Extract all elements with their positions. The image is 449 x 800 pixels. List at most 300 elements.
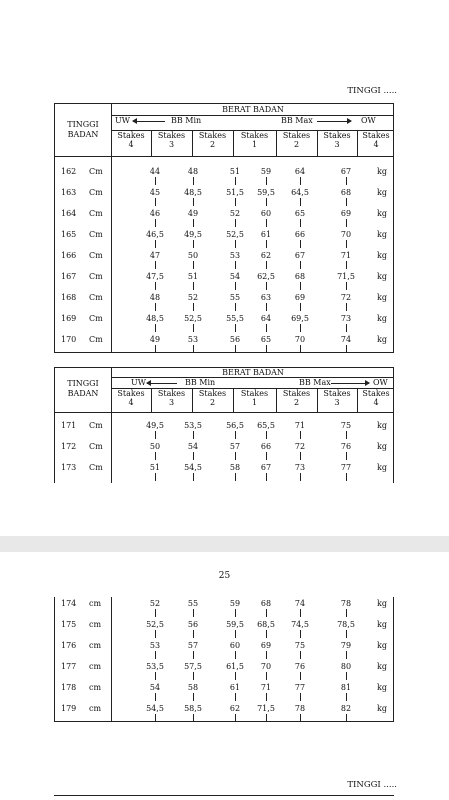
tick-mark	[300, 672, 301, 680]
tick-mark	[266, 431, 267, 439]
weight-value: 48	[149, 293, 161, 302]
weight-value: 60	[260, 209, 272, 218]
height-unit: Cm	[89, 293, 103, 302]
ow-label: OW	[373, 378, 388, 387]
weight-value: 46,5	[146, 230, 164, 239]
weight-value: 72	[340, 293, 352, 302]
tick-mark	[300, 324, 301, 332]
weight-value: 77	[294, 683, 306, 692]
weight-value: 57	[229, 442, 241, 451]
tick-mark	[235, 177, 236, 185]
stakes-level: 1	[251, 140, 258, 149]
tick-mark	[346, 219, 347, 227]
weight-unit: kg	[377, 272, 387, 281]
stakes-level: 4	[128, 398, 134, 407]
stakes-header: Stakes	[157, 389, 186, 398]
tick-mark	[155, 609, 156, 617]
stakes-header: Stakes	[282, 389, 311, 398]
tick-mark	[300, 714, 301, 722]
uw-label: UW	[131, 378, 146, 387]
tick-mark	[300, 345, 301, 353]
table-header	[55, 104, 393, 157]
tick-mark	[155, 345, 156, 353]
weight-value: 44	[149, 167, 161, 176]
page-header-tinggi: TINGGI .....	[347, 86, 397, 96]
stakes-header: Stakes	[117, 389, 145, 398]
height-unit: Cm	[89, 188, 103, 197]
tick-mark	[235, 303, 236, 311]
weight-value: 46	[149, 209, 161, 218]
tick-mark	[155, 198, 156, 206]
tick-mark	[266, 693, 267, 701]
height-unit: Cm	[89, 167, 103, 176]
weight-value: 52	[149, 599, 161, 608]
weight-value: 48	[187, 167, 199, 176]
weight-value: 69	[294, 293, 306, 302]
page-number: 25	[218, 571, 231, 581]
weight-value: 61	[260, 230, 272, 239]
height-unit: Cm	[89, 442, 103, 451]
tick-mark	[193, 219, 194, 227]
height-unit: cm	[89, 683, 102, 692]
weight-value: 54	[229, 272, 241, 281]
table-row	[55, 167, 393, 179]
weight-value: 78	[340, 599, 352, 608]
weight-value: 54,5	[146, 704, 164, 713]
tick-mark	[300, 240, 301, 248]
tick-mark	[193, 693, 194, 701]
weight-value: 52,5	[146, 620, 164, 629]
tick-mark	[193, 345, 194, 353]
weight-value: 65	[260, 335, 272, 344]
height-value: 172	[61, 442, 77, 451]
tick-mark	[193, 303, 194, 311]
tick-mark	[235, 240, 236, 248]
stakes-header: Stakes	[198, 131, 227, 140]
weight-unit: kg	[377, 167, 387, 176]
stakes-level: 1	[251, 398, 258, 407]
weight-value: 54	[187, 442, 199, 451]
weight-value: 58	[187, 683, 199, 692]
tick-mark	[266, 303, 267, 311]
table-row	[55, 293, 393, 305]
weight-value: 51	[229, 167, 241, 176]
weight-value: 70	[294, 335, 306, 344]
weight-value: 67	[260, 463, 272, 472]
weight-value: 68	[294, 272, 306, 281]
tick-mark	[155, 714, 156, 722]
arrow-right-icon	[317, 116, 351, 126]
weight-value: 74	[294, 599, 306, 608]
height-unit: cm	[89, 704, 102, 713]
col-head-tinggi-badan: TINGGI BADAN	[67, 379, 99, 398]
weight-value: 71	[260, 683, 272, 692]
weight-value: 45	[149, 188, 161, 197]
tick-mark	[266, 282, 267, 290]
weight-unit: kg	[377, 314, 387, 323]
table-row	[55, 230, 393, 242]
height-unit: Cm	[89, 272, 103, 281]
weight-value: 50	[187, 251, 199, 260]
weight-value: 60	[229, 641, 241, 650]
weight-value: 75	[294, 641, 306, 650]
weight-value: 80	[340, 662, 352, 671]
weight-value: 68,5	[257, 620, 275, 629]
tick-mark	[193, 452, 194, 460]
weight-value: 67	[294, 251, 306, 260]
table-row	[55, 421, 393, 433]
tick-mark	[155, 651, 156, 659]
weight-value: 51	[149, 463, 161, 472]
weight-value: 65	[294, 209, 306, 218]
tick-mark	[346, 198, 347, 206]
stakes-level: 4	[128, 140, 134, 149]
weight-value: 70	[260, 662, 272, 671]
weight-value: 64	[260, 314, 272, 323]
weight-value: 74	[340, 335, 352, 344]
tick-mark	[346, 345, 347, 353]
tick-mark	[300, 630, 301, 638]
height-value: 178	[61, 683, 77, 692]
stakes-level: 4	[373, 140, 379, 149]
tick-mark	[346, 651, 347, 659]
tick-mark	[155, 324, 156, 332]
tick-mark	[193, 261, 194, 269]
tick-mark	[266, 651, 267, 659]
height-value: 173	[61, 463, 77, 472]
weight-value: 52	[187, 293, 199, 302]
tick-mark	[300, 303, 301, 311]
tick-mark	[193, 672, 194, 680]
tick-mark	[193, 609, 194, 617]
arrow-left-icon	[147, 378, 177, 388]
weight-value: 59	[229, 599, 241, 608]
weight-value: 68	[260, 599, 272, 608]
height-value: 170	[61, 335, 77, 344]
weight-value: 79	[340, 641, 352, 650]
tick-mark	[346, 303, 347, 311]
weight-value: 69	[260, 641, 272, 650]
table-body	[55, 597, 393, 721]
weight-value: 47	[149, 251, 161, 260]
tick-mark	[266, 345, 267, 353]
height-value: 179	[61, 704, 77, 713]
tick-mark	[235, 651, 236, 659]
tick-mark	[346, 630, 347, 638]
stakes-level: 2	[293, 140, 300, 149]
weight-unit: kg	[377, 188, 387, 197]
weight-value: 54	[149, 683, 161, 692]
weight-value: 59	[260, 167, 272, 176]
arrow-right-icon	[331, 378, 369, 388]
weight-value: 64	[294, 167, 306, 176]
table-row	[55, 463, 393, 475]
stakes-level: 4	[373, 398, 379, 407]
tick-mark	[235, 672, 236, 680]
tick-mark	[235, 431, 236, 439]
tick-mark	[155, 219, 156, 227]
stakes-header: Stakes	[157, 131, 186, 140]
weight-unit: kg	[377, 641, 387, 650]
tick-mark	[193, 714, 194, 722]
weight-value: 49,5	[184, 230, 202, 239]
weight-value: 59,5	[257, 188, 275, 197]
weight-value: 76	[340, 442, 352, 451]
stakes-level: 3	[168, 140, 175, 149]
weight-value: 49	[187, 209, 199, 218]
weight-value: 61,5	[226, 662, 244, 671]
weight-value: 66	[294, 230, 306, 239]
weight-value: 81	[340, 683, 352, 692]
weight-value: 53	[149, 641, 161, 650]
weight-value: 82	[340, 704, 352, 713]
table-row	[55, 335, 393, 347]
tick-mark	[193, 198, 194, 206]
tick-mark	[346, 324, 347, 332]
height-unit: Cm	[89, 463, 103, 472]
tick-mark	[235, 261, 236, 269]
height-unit: cm	[89, 599, 102, 608]
height-value: 166	[61, 251, 77, 260]
weight-value: 68	[340, 188, 352, 197]
height-unit: cm	[89, 662, 102, 671]
tick-mark	[300, 609, 301, 617]
stakes-header: Stakes	[282, 131, 311, 140]
table-row	[55, 314, 393, 326]
tick-mark	[300, 693, 301, 701]
height-value: 167	[61, 272, 77, 281]
tick-mark	[155, 261, 156, 269]
stakes-header: Stakes	[117, 131, 145, 140]
tick-mark	[193, 630, 194, 638]
tick-mark	[346, 431, 347, 439]
tick-mark	[266, 630, 267, 638]
stakes-header: Stakes	[240, 389, 269, 398]
tick-mark	[155, 240, 156, 248]
weight-value: 51	[187, 272, 199, 281]
weight-value: 73	[294, 463, 306, 472]
weight-table-3	[54, 597, 394, 722]
weight-value: 69	[340, 209, 352, 218]
page-separator	[0, 536, 449, 552]
weight-unit: kg	[377, 209, 387, 218]
weight-value: 62,5	[257, 272, 275, 281]
weight-value: 56,5	[226, 421, 244, 430]
uw-label: UW	[115, 116, 130, 125]
table-row	[55, 662, 393, 674]
height-value: 162	[61, 167, 77, 176]
height-unit: cm	[89, 620, 102, 629]
tick-mark	[193, 177, 194, 185]
weight-value: 56	[187, 620, 199, 629]
tick-mark	[193, 431, 194, 439]
weight-value: 78	[294, 704, 306, 713]
weight-table-1	[54, 103, 394, 353]
weight-unit: kg	[377, 620, 387, 629]
weight-unit: kg	[377, 421, 387, 430]
height-unit: Cm	[89, 230, 103, 239]
tick-mark	[346, 672, 347, 680]
height-value: 174	[61, 599, 77, 608]
tick-mark	[235, 219, 236, 227]
stakes-header: Stakes	[323, 131, 351, 140]
weight-value: 57	[187, 641, 199, 650]
weight-unit: kg	[377, 251, 387, 260]
weight-value: 74,5	[291, 620, 309, 629]
weight-unit: kg	[377, 335, 387, 344]
height-value: 171	[61, 421, 77, 430]
weight-value: 49,5	[146, 421, 164, 430]
tick-mark	[300, 282, 301, 290]
weight-value: 70	[340, 230, 352, 239]
tick-mark	[266, 261, 267, 269]
weight-value: 62	[260, 251, 272, 260]
tick-mark	[300, 198, 301, 206]
tick-mark	[266, 198, 267, 206]
tick-mark	[155, 452, 156, 460]
table-row	[55, 209, 393, 221]
height-value: 175	[61, 620, 77, 629]
height-value: 163	[61, 188, 77, 197]
tick-mark	[193, 473, 194, 481]
tick-mark	[193, 240, 194, 248]
tick-mark	[235, 198, 236, 206]
weight-value: 53,5	[184, 421, 202, 430]
tick-mark	[300, 177, 301, 185]
tick-mark	[300, 473, 301, 481]
weight-value: 51,5	[226, 188, 244, 197]
weight-value: 58	[229, 463, 241, 472]
tick-mark	[155, 693, 156, 701]
height-unit: Cm	[89, 209, 103, 218]
tick-mark	[235, 630, 236, 638]
tick-mark	[266, 714, 267, 722]
tick-mark	[300, 431, 301, 439]
weight-value: 66	[260, 442, 272, 451]
weight-value: 64,5	[291, 188, 309, 197]
table-row	[55, 683, 393, 695]
weight-value: 63	[260, 293, 272, 302]
tick-mark	[266, 219, 267, 227]
tick-mark	[346, 177, 347, 185]
tick-mark	[346, 452, 347, 460]
tick-mark	[155, 431, 156, 439]
weight-value: 73	[340, 314, 352, 323]
table-row	[55, 641, 393, 653]
tick-mark	[300, 261, 301, 269]
tick-mark	[346, 473, 347, 481]
weight-value: 54,5	[184, 463, 202, 472]
table-row	[55, 272, 393, 284]
weight-value: 53	[229, 251, 241, 260]
tick-mark	[193, 282, 194, 290]
weight-value: 69,5	[291, 314, 309, 323]
weight-value: 65,5	[257, 421, 275, 430]
tick-mark	[193, 651, 194, 659]
weight-value: 71	[294, 421, 306, 430]
height-value: 176	[61, 641, 77, 650]
tick-mark	[346, 714, 347, 722]
ow-label: OW	[361, 116, 376, 125]
tick-mark	[235, 324, 236, 332]
tick-mark	[235, 345, 236, 353]
weight-unit: kg	[377, 683, 387, 692]
weight-value: 52,5	[184, 314, 202, 323]
weight-value: 55,5	[226, 314, 244, 323]
weight-value: 49	[149, 335, 161, 344]
tick-mark	[155, 303, 156, 311]
group-head-berat-badan: BERAT BADAN	[222, 368, 284, 377]
stakes-header: Stakes	[323, 389, 351, 398]
table-row	[55, 599, 393, 611]
table-body	[55, 413, 393, 483]
tick-mark	[300, 452, 301, 460]
height-value: 168	[61, 293, 77, 302]
height-unit: Cm	[89, 335, 103, 344]
stakes-level: 2	[209, 398, 216, 407]
weight-value: 57,5	[184, 662, 202, 671]
col-head-tinggi-badan: TINGGI BADAN	[67, 120, 99, 139]
weight-value: 47,5	[146, 272, 164, 281]
tick-mark	[193, 324, 194, 332]
weight-value: 48,5	[146, 314, 164, 323]
stakes-level: 3	[168, 398, 175, 407]
tick-mark	[235, 282, 236, 290]
tick-mark	[266, 672, 267, 680]
weight-table-2	[54, 367, 394, 483]
tick-mark	[155, 177, 156, 185]
weight-value: 76	[294, 662, 306, 671]
tick-mark	[300, 651, 301, 659]
bbmax-label: BB Max	[281, 116, 313, 125]
tick-mark	[346, 261, 347, 269]
weight-unit: kg	[377, 662, 387, 671]
table-row	[55, 251, 393, 263]
bbmin-label: BB Min	[171, 116, 202, 125]
stakes-header: Stakes	[362, 131, 390, 140]
stakes-level: 3	[334, 140, 340, 149]
height-unit: Cm	[89, 314, 103, 323]
weight-value: 50	[149, 442, 161, 451]
stakes-header: Stakes	[198, 389, 227, 398]
bbmin-label: BB Min	[185, 378, 216, 387]
tick-mark	[155, 672, 156, 680]
weight-value: 78,5	[337, 620, 355, 629]
weight-value: 52,5	[226, 230, 244, 239]
tick-mark	[266, 473, 267, 481]
weight-value: 48,5	[184, 188, 202, 197]
tick-mark	[346, 693, 347, 701]
weight-value: 67	[340, 167, 352, 176]
tick-mark	[235, 609, 236, 617]
height-value: 165	[61, 230, 77, 239]
table-body	[55, 157, 393, 352]
tick-mark	[346, 240, 347, 248]
tick-mark	[266, 177, 267, 185]
height-value: 177	[61, 662, 77, 671]
arrow-left-icon	[133, 116, 165, 126]
weight-unit: kg	[377, 293, 387, 302]
stakes-level: 2	[209, 140, 216, 149]
weight-unit: kg	[377, 463, 387, 472]
weight-value: 61	[229, 683, 241, 692]
tick-mark	[266, 609, 267, 617]
weight-value: 52	[229, 209, 241, 218]
tick-mark	[266, 240, 267, 248]
weight-value: 71,5	[257, 704, 275, 713]
tick-mark	[300, 219, 301, 227]
bbmax-label: BB Max	[299, 378, 331, 387]
